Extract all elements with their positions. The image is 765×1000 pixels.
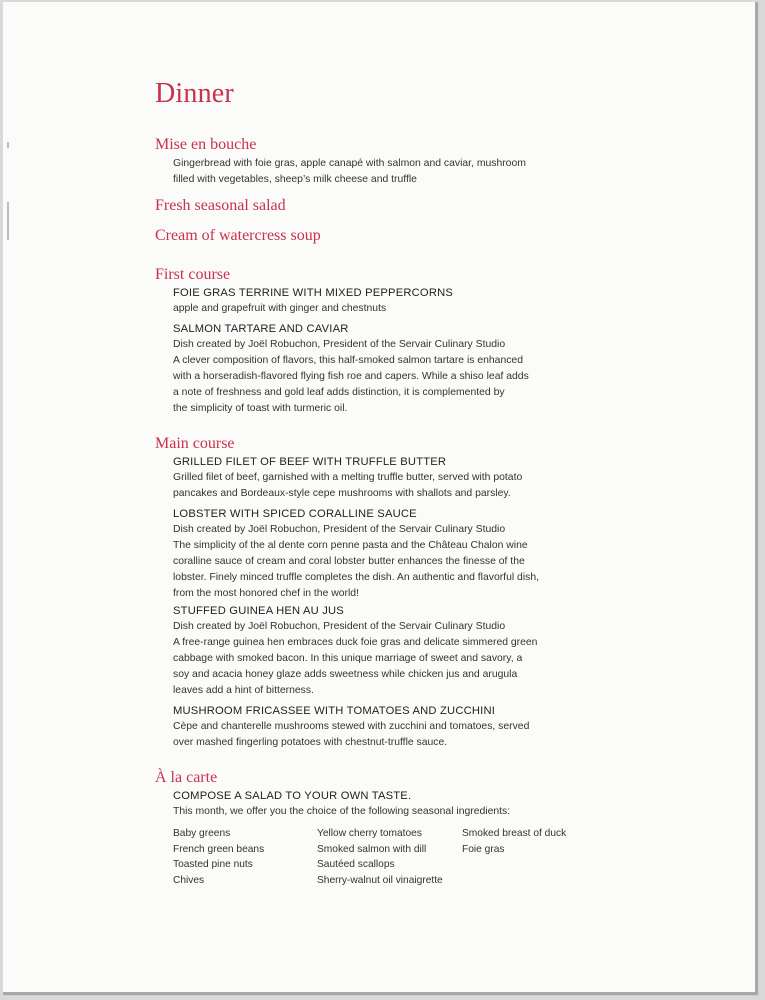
scan-edge-mark — [7, 202, 9, 240]
ingredient-item: Toasted pine nuts — [173, 859, 253, 870]
ingredient-item: Chives — [173, 874, 205, 886]
description-line: A free-range guinea hen embraces duck foie gras and delicate simmered green — [173, 637, 538, 648]
description-line: This month, we offer you the choice of the following seasonal ingredients: — [173, 806, 511, 817]
mise-en-bouche-description — [173, 156, 603, 188]
description-line: soy and acacia honey glaze adds sweetness while chicken jus and arugula — [173, 669, 518, 680]
description-line: from the most honored chef in the world! — [173, 588, 359, 599]
ingredient-item: Sautéed scallops — [317, 859, 395, 870]
section-heading-main-course: Main course — [155, 435, 235, 452]
description-line: a note of freshness and gold leaf adds distinction, it is complemented by — [173, 387, 505, 398]
dish-guinea-hen — [173, 603, 603, 699]
dish-grilled-filet — [173, 454, 603, 502]
description-line: with a horseradish-flavored flying fish roe and capers. While a shiso leaf adds — [173, 371, 529, 382]
section-heading-salad: Fresh seasonal salad — [155, 197, 286, 214]
ingredient-column — [462, 826, 566, 857]
ingredient-column — [317, 826, 443, 888]
description-line: apple and grapefruit with ginger and chestnuts — [173, 303, 387, 314]
page-title: Dinner — [155, 78, 234, 109]
description-line: Dish created by Joël Robuchon, President of the Servair Culinary Studio — [173, 621, 506, 632]
a-la-carte-intro — [173, 788, 603, 820]
ingredient-item: Yellow cherry tomatoes — [317, 828, 422, 839]
ingredient-item: Smoked breast of duck — [462, 828, 567, 839]
section-heading-soup: Cream of watercress soup — [155, 227, 321, 244]
ingredient-item: French green beans — [173, 843, 265, 855]
description-line: the simplicity of toast with turmeric oil. — [173, 403, 348, 414]
dish-name: STUFFED GUINEA HEN AU JUS — [173, 605, 344, 617]
description-line: over mashed fingerling potatoes with chestnut-truffle sauce. — [173, 737, 448, 748]
description-line: leaves add a hint of bitterness. — [173, 685, 314, 696]
section-heading-mise-en-bouche: Mise en bouche — [155, 136, 257, 153]
dish-salmon-tartare — [173, 321, 603, 417]
section-heading-first-course: First course — [155, 266, 231, 283]
description-line: Gingerbread with foie gras, apple canapé with salmon and caviar, mushroom — [173, 158, 526, 169]
description-line: coralline sauce of cream and coral lobster butter enhances the finesse of the — [173, 556, 525, 567]
description-line: Dish created by Joël Robuchon, President of the Servair Culinary Studio — [173, 524, 506, 535]
description-line: The simplicity of the al dente corn penne pasta and the Château Chalon wine — [173, 540, 528, 551]
ingredient-column — [173, 826, 264, 888]
description-line: Dish created by Joël Robuchon, President of the Servair Culinary Studio — [173, 339, 506, 350]
description-line: Cèpe and chanterelle mushrooms stewed with zucchini and tomatoes, served — [173, 721, 530, 732]
dish-name: FOIE GRAS TERRINE WITH MIXED PEPPERCORNS — [173, 287, 454, 299]
dish-mushroom-fricassee — [173, 703, 603, 751]
dish-lobster — [173, 506, 603, 602]
dish-name: MUSHROOM FRICASSEE WITH TOMATOES AND ZUCCHINI — [173, 705, 496, 717]
description-line: Grilled filet of beef, garnished with a melting truffle butter, served with potato — [173, 472, 523, 483]
dish-name: COMPOSE A SALAD TO YOUR OWN TASTE. — [173, 790, 412, 802]
description-line: filled with vegetables, sheep’s milk cheese and truffle — [173, 174, 417, 185]
scan-edge-mark — [7, 142, 9, 148]
dish-foie-gras-terrine — [173, 285, 603, 317]
dish-name: GRILLED FILET OF BEEF WITH TRUFFLE BUTTER — [173, 456, 447, 468]
ingredient-item: Baby greens — [173, 828, 231, 839]
ingredient-item: Foie gras — [462, 843, 505, 855]
ingredient-item: Sherry-walnut oil vinaigrette — [317, 874, 443, 886]
dish-name: LOBSTER WITH SPICED CORALLINE SAUCE — [173, 508, 417, 520]
section-heading-a-la-carte: À la carte — [155, 769, 218, 786]
ingredient-item: Smoked salmon with dill — [317, 843, 427, 855]
dish-name: SALMON TARTARE AND CAVIAR — [173, 323, 349, 335]
description-line: pancakes and Bordeaux-style cepe mushrooms with shallots and parsley. — [173, 488, 511, 499]
description-line: cabbage with smoked bacon. In this unique marriage of sweet and savory, a — [173, 653, 523, 664]
description-line: A clever composition of flavors, this half-smoked salmon tartare is enhanced — [173, 355, 523, 366]
description-line: lobster. Finely minced truffle completes the dish. An authentic and flavorful dish, — [173, 572, 539, 583]
menu-page — [3, 2, 758, 995]
